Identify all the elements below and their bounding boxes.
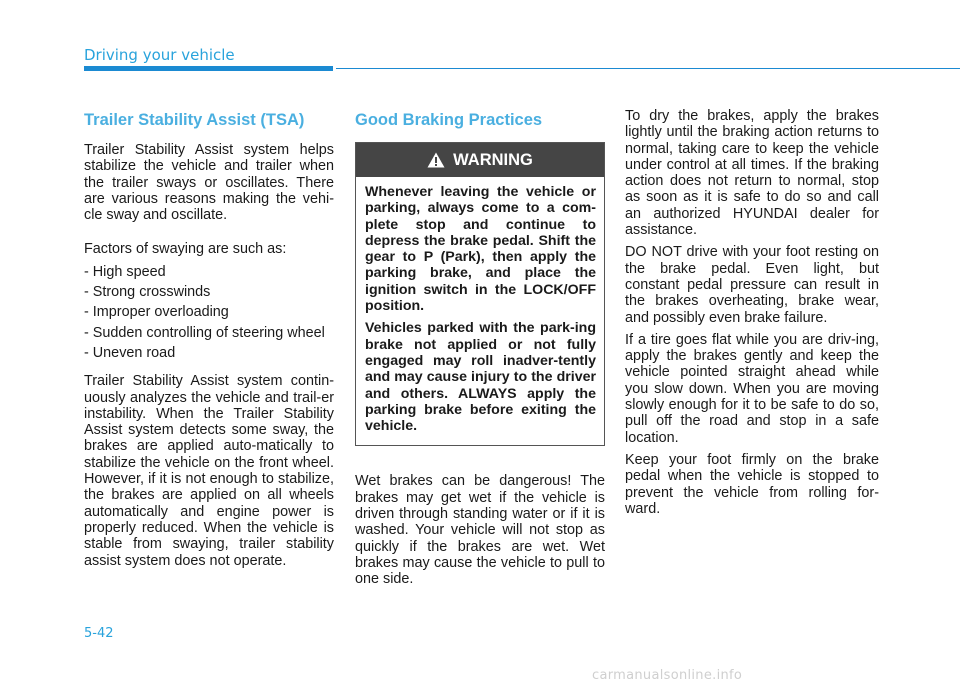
section-title: Driving your vehicle (84, 46, 235, 64)
warning-paragraph: Vehicles parked with the park-ing brake not applied or not fully engaged may roll inadver-tently and may cause injury to the driver and others. ALWAYS apply the parking brake before exiting the vehicle. (365, 320, 596, 435)
wet-brakes-text: Wet brakes can be dangerous! The brakes may get wet if the vehicle is driven through standing water or if it is washed. Your vehicle will not stop as quickly if the brakes are wet. Wet brakes may cause the vehicle to pull to one side. (355, 473, 605, 588)
factor-item: - Sudden controlling of steering wheel (84, 324, 325, 341)
warning-header (356, 143, 604, 177)
warning-title: WARNING (453, 150, 533, 169)
factor-item: - High speed (84, 263, 166, 280)
brake-tip-paragraph: DO NOT drive with your foot resting on the brake pedal. Even light, but constant pedal pressure can result in the brakes overheating, brake wear, and possibly even brake failure. (625, 244, 879, 326)
warning-triangle-icon (427, 152, 445, 168)
column-brake-tips (625, 108, 879, 517)
tsa-intro: Trailer Stability Assist system helps stabilize the vehicle and trailer when the trailer sways or oscillates. There are various reasons making the vehi-cle sway and oscillate. (84, 142, 334, 224)
factor-item: - Uneven road (84, 344, 176, 361)
factor-item: - Strong crosswinds (84, 284, 211, 301)
brake-tip-paragraph: If a tire goes flat while you are driv-ing, apply the brakes gently and keep the vehicle pointed straight ahead while you slow down. When you are moving slowly enough for it to be safe to do so, pull off the road and stop in a safe location. (625, 331, 879, 446)
tsa-heading: Trailer Stability Assist (TSA) (84, 111, 305, 129)
warning-paragraph: Whenever leaving the vehicle or parking, always come to a com-plete stop and continue to depress the brake pedal. Shift the gear to P (Park), then apply the parking brake, and place the ignition switch in the LOCK/OFF position. (365, 184, 596, 315)
column-trailer-stability (84, 110, 334, 569)
warning-box (355, 142, 605, 446)
warning-body (356, 177, 604, 445)
header-rule-thin (336, 68, 960, 69)
header-rule-thick (84, 66, 333, 71)
page-number: 5-42 (84, 626, 114, 641)
factors-intro: Factors of swaying are such as: (84, 241, 287, 258)
braking-heading: Good Braking Practices (355, 111, 543, 129)
factor-item: - Improper overloading (84, 304, 229, 321)
brake-tip-paragraph: Keep your foot firmly on the brake pedal when the vehicle is stopped to prevent the vehicle from rolling for-ward. (625, 451, 879, 517)
factors-list (84, 264, 334, 361)
tsa-description: Trailer Stability Assist system contin-uously analyzes the vehicle and trail-er instability. When the Trailer Stability Assist system detects some sway, the brakes are applied auto-matically to stabilize the vehicle on the front wheel. However, if it is not enough to stabilize, the brakes are applied on all wheels automatically and engine power is properly reduced. When the vehicle is stable from swaying, trailer stability assist system does not operate. (84, 373, 334, 569)
brake-tip-paragraph: To dry the brakes, apply the brakes lightly until the braking action returns to normal, taking care to keep the vehicle under control at all times. If the braking action does not return to normal, stop as soon as it is safe to do so and call an authorized HYUNDAI dealer for assistance. (625, 108, 879, 239)
watermark: carmanualsonline.info (592, 668, 743, 683)
column-braking-practices (355, 110, 605, 588)
